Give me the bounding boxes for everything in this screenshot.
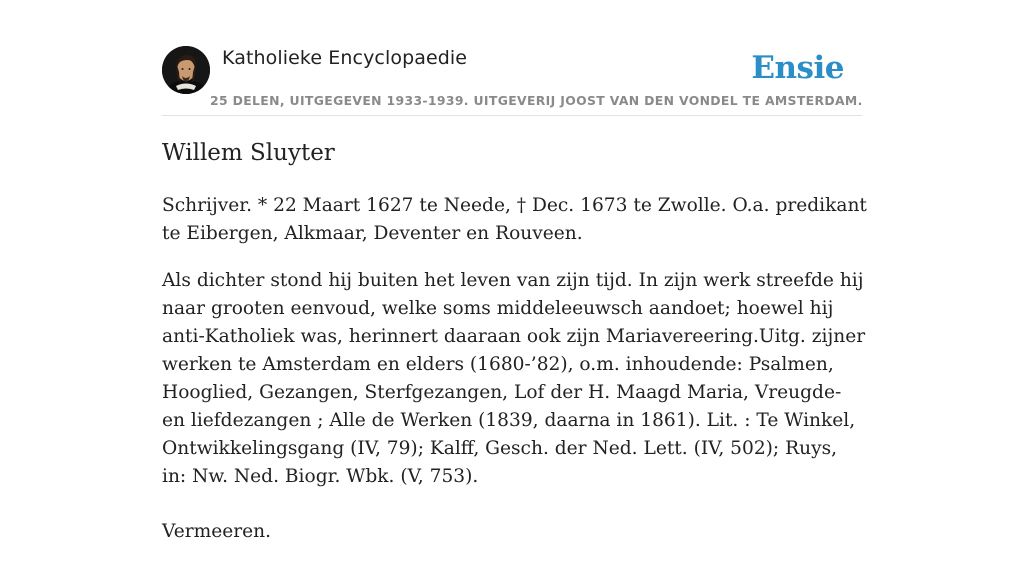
ensie-logo[interactable]: Ensie: [751, 50, 844, 86]
article-paragraph: Schrijver. * 22 Maart 1627 te Neede, † Dec. 1673 te Zwolle. O.a. predikant te Eibergen, Alkmaar, Deventer en Rouveen.: [162, 195, 867, 244]
article-title: Willem Sluyter: [162, 140, 335, 166]
site-header: [162, 46, 862, 116]
encyclopedia-subtitle: 25 DELEN, UITGEGEVEN 1933-1939. UITGEVERIJ JOOST VAN DEN VONDEL TE AMSTERDAM.: [210, 93, 863, 108]
article-body: [162, 192, 867, 565]
article-author: Vermeeren.: [162, 521, 272, 542]
encyclopedia-title[interactable]: Katholieke Encyclopaedie: [222, 47, 468, 69]
article-paragraph: Als dichter stond hij buiten het leven van zijn tijd. In zijn werk streefde hij naar grooten eenvoud, welke soms middeleeuwsch aandoet; hoewel hij anti-Katholiek was, herinnert daaraan ook zijn Mariavereering.Uitg. zijner werken te Amsterdam en elders (1680-’82), o.m. inhoudende: Psalmen, Hooglied, Gezangen, Sterfgezangen, Lof der H. Maagd Maria, Vreugde- en liefdezangen ; Alle de Werken (1839, daarna in 1861). Lit. : Te Winkel, Ontwikkelingsgang (IV, 79); Kalff, Gesch. der Ned. Lett. (IV, 502); Ruys, in: Nw. Ned. Biogr. Wbk. (V, 753).: [162, 270, 866, 487]
portrait-avatar-icon[interactable]: [162, 46, 210, 94]
header-divider: [162, 115, 862, 116]
